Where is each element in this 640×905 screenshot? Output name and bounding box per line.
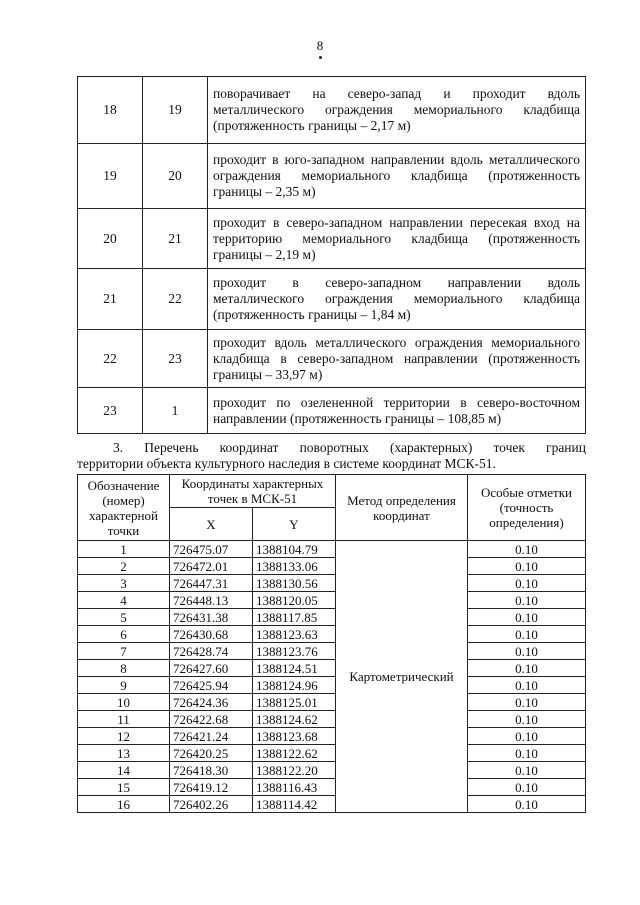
y-coordinate: 1388124.62 <box>253 711 336 728</box>
boundary-description-table <box>77 76 586 434</box>
table-row <box>78 388 586 434</box>
point-number: 5 <box>78 609 170 626</box>
accuracy: 0.10 <box>468 626 586 643</box>
table-row <box>78 694 586 711</box>
table-row <box>78 779 586 796</box>
y-coordinate: 1388123.76 <box>253 643 336 660</box>
accuracy: 0.10 <box>468 762 586 779</box>
heading-word: координат <box>219 440 279 455</box>
accuracy: 0.10 <box>468 592 586 609</box>
y-coordinate: 1388124.51 <box>253 660 336 677</box>
x-coordinate: 726448.13 <box>170 592 253 609</box>
x-coordinate: 726427.60 <box>170 660 253 677</box>
x-coordinate: 726447.31 <box>170 575 253 592</box>
y-coordinate: 1388130.56 <box>253 575 336 592</box>
section-heading <box>77 440 586 472</box>
y-coordinate: 1388133.06 <box>253 558 336 575</box>
table-row <box>78 269 586 330</box>
point-number: 1 <box>78 541 170 558</box>
section-heading-line2: территории объекта культурного наследия в системе координат МСК-51. <box>77 456 496 471</box>
point-number: 11 <box>78 711 170 728</box>
x-coordinate: 726402.26 <box>170 796 253 813</box>
y-coordinate: 1388123.68 <box>253 728 336 745</box>
x-coordinate: 726422.68 <box>170 711 253 728</box>
method-column-header: Метод определения координат <box>336 475 468 541</box>
point-number: 3 <box>78 575 170 592</box>
boundary-description: проходит в юго-западном направлении вдоль металлического ограждения мемориального кладбища (протяженность границы – 2,35 м) <box>208 144 586 209</box>
table-row <box>78 575 586 592</box>
x-coordinate: 726425.94 <box>170 677 253 694</box>
y-coordinate: 1388104.79 <box>253 541 336 558</box>
y-coordinate: 1388124.96 <box>253 677 336 694</box>
heading-word: Перечень <box>144 440 199 455</box>
x-coordinate: 726421.24 <box>170 728 253 745</box>
from-point: 20 <box>78 209 143 269</box>
table-row <box>78 330 586 388</box>
y-coordinate: 1388125.01 <box>253 694 336 711</box>
accuracy: 0.10 <box>468 779 586 796</box>
table-row <box>78 541 586 558</box>
x-coordinate: 726475.07 <box>170 541 253 558</box>
scan-dot <box>319 56 322 59</box>
y-coordinate: 1388122.20 <box>253 762 336 779</box>
section-heading-line1 <box>77 440 586 456</box>
x-coordinate: 726420.25 <box>170 745 253 762</box>
point-number: 16 <box>78 796 170 813</box>
from-point: 21 <box>78 269 143 330</box>
point-number: 4 <box>78 592 170 609</box>
coordinates-table <box>77 474 586 813</box>
table-row <box>78 745 586 762</box>
x-coordinate: 726418.30 <box>170 762 253 779</box>
boundary-description: проходит по озелененной территории в северо-восточном направлении (протяженность границы – 108,85 м) <box>208 388 586 434</box>
x-coordinate: 726419.12 <box>170 779 253 796</box>
accuracy: 0.10 <box>468 609 586 626</box>
accuracy: 0.10 <box>468 677 586 694</box>
table-row <box>78 626 586 643</box>
to-point: 21 <box>143 209 208 269</box>
y-coordinate: 1388117.85 <box>253 609 336 626</box>
section-number: 3. <box>113 440 124 455</box>
table-row <box>78 762 586 779</box>
x-coordinate: 726430.68 <box>170 626 253 643</box>
x-coordinate: 726472.01 <box>170 558 253 575</box>
boundary-description: проходит вдоль металлического ограждения мемориального кладбища в северо-западном направлении (протяженность границы – 33,97 м) <box>208 330 586 388</box>
point-number: 6 <box>78 626 170 643</box>
method-cell: Картометрический <box>336 541 468 813</box>
accuracy: 0.10 <box>468 745 586 762</box>
accuracy: 0.10 <box>468 796 586 813</box>
accuracy: 0.10 <box>468 558 586 575</box>
x-coordinate: 726428.74 <box>170 643 253 660</box>
from-point: 18 <box>78 77 143 144</box>
accuracy: 0.10 <box>468 541 586 558</box>
heading-word: границ <box>546 440 586 455</box>
table-row <box>78 609 586 626</box>
x-coordinate: 726431.38 <box>170 609 253 626</box>
accuracy: 0.10 <box>468 643 586 660</box>
point-number: 8 <box>78 660 170 677</box>
y-coordinate: 1388122.62 <box>253 745 336 762</box>
to-point: 23 <box>143 330 208 388</box>
heading-word: (характерных) <box>389 440 473 455</box>
page-number: 8 <box>316 38 324 53</box>
table-row <box>78 558 586 575</box>
table-row <box>78 144 586 209</box>
accuracy: 0.10 <box>468 728 586 745</box>
point-number: 15 <box>78 779 170 796</box>
table-row <box>78 677 586 694</box>
boundary-description: проходит в северо-западном направлении пересекая вход на территорию мемориального кладбища (протяженность границы – 2,19 м) <box>208 209 586 269</box>
x-coordinate: 726424.36 <box>170 694 253 711</box>
from-point: 23 <box>78 388 143 434</box>
table-row <box>78 660 586 677</box>
accuracy: 0.10 <box>468 660 586 677</box>
y-coordinate: 1388116.43 <box>253 779 336 796</box>
point-number: 14 <box>78 762 170 779</box>
from-point: 19 <box>78 144 143 209</box>
table-row <box>78 643 586 660</box>
to-point: 19 <box>143 77 208 144</box>
table-row <box>78 77 586 144</box>
to-point: 1 <box>143 388 208 434</box>
boundary-description: поворачивает на северо-запад и проходит вдоль металлического ограждения мемориального кладбища (протяженность границы – 2,17 м) <box>208 77 586 144</box>
point-number: 10 <box>78 694 170 711</box>
point-number: 13 <box>78 745 170 762</box>
accuracy: 0.10 <box>468 694 586 711</box>
table-row <box>78 209 586 269</box>
accuracy: 0.10 <box>468 575 586 592</box>
header-row <box>78 475 586 508</box>
point-number: 9 <box>78 677 170 694</box>
to-point: 22 <box>143 269 208 330</box>
y-coordinate: 1388120.05 <box>253 592 336 609</box>
boundary-description: проходит в северо-западном направлении вдоль металлического ограждения мемориального кладбища (протяженность границы – 1,84 м) <box>208 269 586 330</box>
heading-word: точек <box>493 440 525 455</box>
coords-column-header: Координаты характерных точек в МСК-51 <box>170 475 336 508</box>
x-column-header: X <box>170 508 253 541</box>
y-coordinate: 1388123.63 <box>253 626 336 643</box>
point-number: 12 <box>78 728 170 745</box>
notes-column-header: Особые отметки (точность определения) <box>468 475 586 541</box>
heading-word: поворотных <box>299 440 369 455</box>
to-point: 20 <box>143 144 208 209</box>
point-number: 7 <box>78 643 170 660</box>
accuracy: 0.10 <box>468 711 586 728</box>
y-column-header: Y <box>253 508 336 541</box>
table-row <box>78 728 586 745</box>
table-row <box>78 711 586 728</box>
from-point: 22 <box>78 330 143 388</box>
table-row <box>78 592 586 609</box>
point-number: 2 <box>78 558 170 575</box>
y-coordinate: 1388114.42 <box>253 796 336 813</box>
point-column-header: Обозначение (номер) характерной точки <box>78 475 170 541</box>
table-row <box>78 796 586 813</box>
